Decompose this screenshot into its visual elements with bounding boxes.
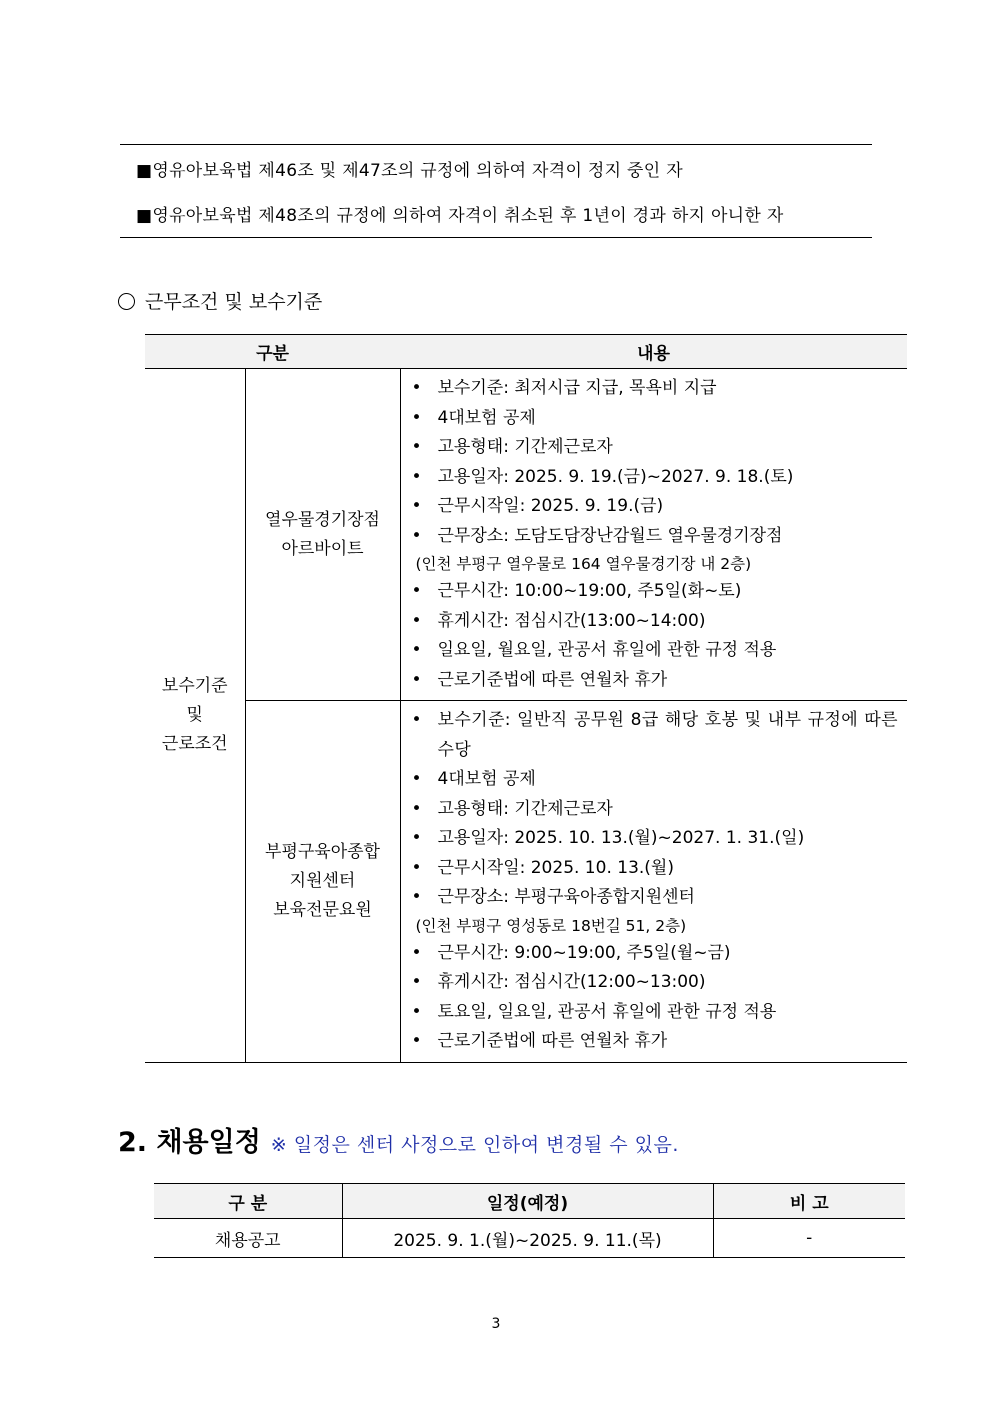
list-item: • 근무시작일: 2025. 9. 19.(금) xyxy=(412,492,899,522)
schedule-heading xyxy=(118,1120,679,1159)
section-heading-conditions xyxy=(118,287,322,314)
list-item: • 보수기준: 최저시급 지급, 목욕비 지급 xyxy=(412,374,899,404)
address-note: (인천 부평구 영성동로 18번길 51, 2층) xyxy=(415,916,687,935)
header-category: 구분 xyxy=(145,335,400,369)
disqualification-item: ■영유아보육법 제48조의 규정에 의하여 자격이 취소된 후 1년이 경과 하지 아니한 자 xyxy=(136,206,784,226)
schedule-remarks: - xyxy=(713,1219,905,1258)
list-item: • 고용형태: 기간제근로자 xyxy=(412,795,899,825)
condition-list xyxy=(402,370,907,699)
list-item: • 고용형태: 기간제근로자 xyxy=(412,433,899,463)
schedule-title: 2. 채용일정 xyxy=(118,1127,261,1158)
table-row xyxy=(145,369,907,701)
disqualification-box xyxy=(120,144,872,238)
schedule-note: ※ 일정은 센터 사정으로 인하여 변경될 수 있음. xyxy=(270,1134,679,1156)
disqualification-item: ■영유아보육법 제46조 및 제47조의 규정에 의하여 자격이 정지 중인 자 xyxy=(136,161,683,181)
position-title-line: 열우물경기장점 xyxy=(265,509,380,530)
list-item: • 토요일, 일요일, 관공서 휴일에 관한 규정 적용 xyxy=(412,998,899,1028)
schedule-table xyxy=(154,1183,905,1258)
list-item: • 4대보험 공제 xyxy=(412,404,899,434)
list-item: • 4대보험 공제 xyxy=(412,765,899,795)
list-item: • 휴게시간: 점심시간(12:00~13:00) xyxy=(412,968,899,998)
list-item: • 보수기준: 일반직 공무원 8급 해당 호봉 및 내부 규정에 따른 수당 xyxy=(412,706,899,765)
list-item: • 일요일, 월요일, 관공서 휴일에 관한 규정 적용 xyxy=(412,636,899,666)
list-item: • 고용일자: 2025. 10. 13.(월)~2027. 1. 31.(일) xyxy=(412,824,899,854)
position-detail-cell xyxy=(400,369,907,701)
condition-list xyxy=(402,702,907,1061)
header-schedule: 일정(예정) xyxy=(342,1184,713,1219)
list-item: • 근로기준법에 따른 연월차 휴가 xyxy=(412,666,899,696)
category-line: 보수기준 xyxy=(161,675,228,696)
position-title-line: 아르바이트 xyxy=(281,538,364,559)
list-item: • 근로기준법에 따른 연월차 휴가 xyxy=(412,1027,899,1057)
list-item: • 근무장소: 부평구육아종합지원센터 (인천 부평구 영성동로 18번길 51, 2층) xyxy=(412,883,899,939)
position-title-cell xyxy=(245,701,400,1063)
list-item: • 근무시작일: 2025. 10. 13.(월) xyxy=(412,854,899,884)
position-title-line: 지원센터 xyxy=(289,870,356,891)
category-cell xyxy=(145,369,245,1063)
table-row xyxy=(145,701,907,1063)
table-header-row xyxy=(145,335,907,369)
header-content: 내용 xyxy=(400,335,907,369)
page-number: 3 xyxy=(491,1316,501,1332)
category-line: 및 xyxy=(186,704,203,725)
address-note: (인천 부평구 열우물로 164 열우물경기장 내 2층) xyxy=(415,555,752,573)
position-title-line: 보육전문요원 xyxy=(273,899,372,920)
schedule-dates: 2025. 9. 1.(월)~2025. 9. 11.(목) xyxy=(342,1219,713,1258)
header-category: 구 분 xyxy=(154,1184,342,1219)
schedule-category: 채용공고 xyxy=(154,1219,342,1258)
table-row xyxy=(154,1219,905,1258)
list-item: • 휴게시간: 점심시간(13:00~14:00) xyxy=(412,607,899,637)
category-line: 근로조건 xyxy=(161,733,228,754)
circle-bullet-icon xyxy=(118,293,135,310)
list-item: • 근무장소: 도담도담장난감월드 열우물경기장점 (인천 부평구 열우물로 164 열우물경기장 내 2층) xyxy=(412,522,899,578)
section-heading-text: 근무조건 및 보수기준 xyxy=(145,291,323,313)
position-detail-cell xyxy=(400,701,907,1063)
header-remarks: 비 고 xyxy=(713,1184,905,1219)
list-item: • 근무시간: 10:00~19:00, 주5일(화~토) xyxy=(412,577,899,607)
table-header-row xyxy=(154,1184,905,1219)
list-item: • 근무시간: 9:00~19:00, 주5일(월~금) xyxy=(412,939,899,969)
position-title-cell xyxy=(245,369,400,701)
position-title-line: 부평구육아종합 xyxy=(265,841,380,862)
list-item: • 고용일자: 2025. 9. 19.(금)~2027. 9. 18.(토) xyxy=(412,463,899,493)
conditions-table xyxy=(145,334,907,1063)
